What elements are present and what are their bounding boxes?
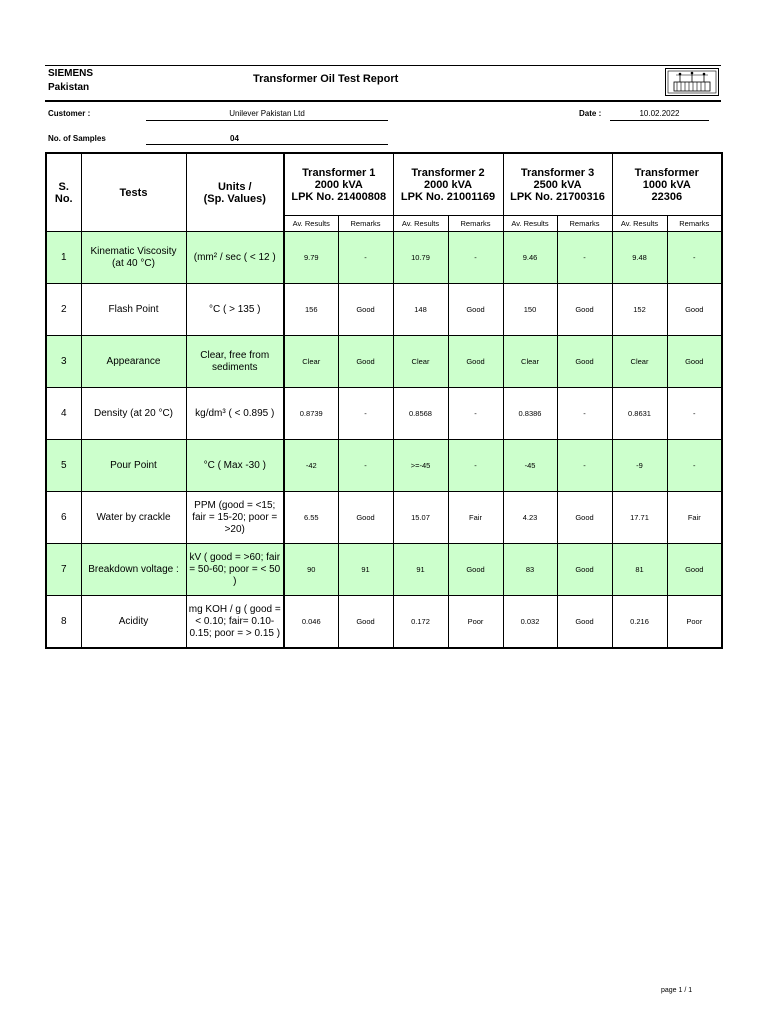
row-test-name: Appearance [81, 336, 186, 388]
row-result-value: 0.8631 [612, 388, 667, 440]
row-result-value: 0.8568 [393, 388, 448, 440]
row-result-value: 0.046 [284, 596, 338, 649]
table-row [46, 492, 722, 544]
row-result-value: -45 [503, 440, 557, 492]
row-result-value: 0.032 [503, 596, 557, 649]
row-remark-value: Good [448, 336, 503, 388]
table-row [46, 284, 722, 336]
row-result-value: 0.216 [612, 596, 667, 649]
row-result-value: Clear [612, 336, 667, 388]
row-unit-spec: kg/dm³ ( < 0.895 ) [186, 388, 284, 440]
row-test-name: Breakdown voltage : [81, 544, 186, 596]
row-remark-value: Good [448, 284, 503, 336]
row-sno: 4 [46, 388, 81, 440]
customer-label: Customer : [48, 109, 91, 118]
row-remark-value: Fair [667, 492, 722, 544]
row-remark-value: - [667, 232, 722, 284]
sub-result-header: Av. Results [612, 216, 667, 232]
row-result-value: 90 [284, 544, 338, 596]
table-row [46, 440, 722, 492]
transformer-3-rating: 2500 kVA [533, 178, 582, 191]
row-remark-value: - [667, 440, 722, 492]
row-remark-value: - [448, 232, 503, 284]
sub-result-header: Av. Results [393, 216, 448, 232]
row-remark-value: Good [338, 284, 393, 336]
row-test-name: Acidity [81, 596, 186, 649]
col-sno-header: S. No. [46, 153, 81, 232]
transformer-1-rating: 2000 kVA [314, 178, 363, 191]
row-remark-value: Good [338, 492, 393, 544]
row-remark-value: Good [557, 492, 612, 544]
row-result-value: 9.46 [503, 232, 557, 284]
row-test-name: Density (at 20 °C) [81, 388, 186, 440]
row-sno: 3 [46, 336, 81, 388]
transformer-2-serial: LPK No. 21001169 [400, 190, 496, 203]
report-title: Transformer Oil Test Report [253, 73, 399, 85]
transformer-3-header [503, 153, 612, 216]
row-remark-value: 91 [338, 544, 393, 596]
row-result-value: Clear [284, 336, 338, 388]
row-result-value: Clear [503, 336, 557, 388]
row-result-value: 156 [284, 284, 338, 336]
sub-remarks-header: Remarks [338, 216, 393, 232]
company-line2: Pakistan [48, 82, 90, 93]
row-sno: 1 [46, 232, 81, 284]
row-remark-value: Good [338, 596, 393, 649]
row-result-value: 91 [393, 544, 448, 596]
row-result-value: 150 [503, 284, 557, 336]
table-row [46, 336, 722, 388]
row-result-value: Clear [393, 336, 448, 388]
sub-remarks-header: Remarks [667, 216, 722, 232]
row-result-value: 9.48 [612, 232, 667, 284]
oil-test-table [45, 152, 723, 649]
row-remark-value: Poor [667, 596, 722, 649]
row-result-value: 148 [393, 284, 448, 336]
row-result-value: 81 [612, 544, 667, 596]
row-unit-spec: (mm² / sec ( < 12 ) [186, 232, 284, 284]
row-remark-value: - [448, 440, 503, 492]
transformer-2-rating: 2000 kVA [423, 178, 473, 191]
date-value: 10.02.2022 [610, 108, 709, 121]
row-sno: 8 [46, 596, 81, 649]
row-remark-value: - [338, 232, 393, 284]
row-result-value: 10.79 [393, 232, 448, 284]
company-line1: SIEMENS [48, 68, 94, 79]
transformer-2-header [393, 153, 503, 216]
row-remark-value: Fair [448, 492, 503, 544]
row-test-name: Kinematic Viscosity (at 40 °C) [81, 232, 186, 284]
transformer-2-name: Transformer 2 [411, 166, 485, 179]
row-result-value: 15.07 [393, 492, 448, 544]
table-row [46, 544, 722, 596]
transformer-station-logo-icon [665, 68, 719, 96]
report-header [45, 65, 721, 102]
row-unit-spec: PPM (good = <15; fair = 15-20; poor = >20) [186, 492, 284, 544]
row-remark-value: - [667, 388, 722, 440]
row-result-value: 6.55 [284, 492, 338, 544]
row-result-value: 152 [612, 284, 667, 336]
row-remark-value: - [557, 232, 612, 284]
row-unit-spec: °C ( Max -30 ) [186, 440, 284, 492]
row-remark-value: - [448, 388, 503, 440]
row-result-value: 17.71 [612, 492, 667, 544]
table-row [46, 596, 722, 649]
row-test-name: Water by crackle [81, 492, 186, 544]
row-result-value: 4.23 [503, 492, 557, 544]
transformer-3-name: Transformer 3 [520, 166, 595, 179]
col-tests-header: Tests [81, 153, 186, 232]
sub-remarks-header: Remarks [448, 216, 503, 232]
transformer-4-rating: 1000 kVA [642, 178, 691, 191]
row-unit-spec: Clear, free from sediments [186, 336, 284, 388]
row-sno: 2 [46, 284, 81, 336]
transformer-4-name: Transformer [634, 166, 699, 179]
row-result-value: 83 [503, 544, 557, 596]
transformer-1-name: Transformer 1 [302, 166, 376, 179]
transformer-4-header [612, 153, 722, 216]
row-result-value: >=-45 [393, 440, 448, 492]
row-result-value: 0.172 [393, 596, 448, 649]
row-remark-value: Good [667, 284, 722, 336]
row-result-value: 0.8739 [284, 388, 338, 440]
row-remark-value: Good [667, 336, 722, 388]
sub-result-header: Av. Results [503, 216, 557, 232]
table-row [46, 232, 722, 284]
transformer-1-serial: LPK No. 21400808 [291, 190, 387, 203]
col-units-header [186, 153, 284, 232]
transformer-4-serial: 22306 [651, 190, 683, 203]
row-remark-value: Good [338, 336, 393, 388]
page-number: page 1 / 1 [661, 987, 693, 994]
transformer-1-header [284, 153, 393, 216]
row-test-name: Pour Point [81, 440, 186, 492]
row-unit-spec: °C ( > 135 ) [186, 284, 284, 336]
row-remark-value: Good [448, 544, 503, 596]
customer-value: Unilever Pakistan Ltd [146, 108, 388, 121]
row-result-value: -9 [612, 440, 667, 492]
row-test-name: Flash Point [81, 284, 186, 336]
row-remark-value: - [338, 440, 393, 492]
row-remark-value: Good [557, 544, 612, 596]
table-header-row [46, 153, 722, 216]
row-remark-value: Good [557, 596, 612, 649]
row-remark-value: Poor [448, 596, 503, 649]
row-remark-value: Good [667, 544, 722, 596]
company-name [48, 67, 93, 95]
row-sno: 5 [46, 440, 81, 492]
table-body [46, 232, 722, 649]
row-remark-value: - [557, 440, 612, 492]
row-sno: 6 [46, 492, 81, 544]
transformer-3-serial: LPK No. 21700316 [510, 190, 605, 203]
row-remark-value: - [557, 388, 612, 440]
row-remark-value: - [338, 388, 393, 440]
row-result-value: 0.8386 [503, 388, 557, 440]
samples-label: No. of Samples [48, 134, 106, 143]
row-result-value: -42 [284, 440, 338, 492]
samples-value: 04 [146, 133, 388, 145]
date-label: Date : [579, 109, 602, 118]
row-unit-spec: kV ( good = >60; fair = 50-60; poor = < 50 ) [186, 544, 284, 596]
sub-remarks-header: Remarks [557, 216, 612, 232]
row-remark-value: Good [557, 336, 612, 388]
col-units-line2: (Sp. Values) [203, 192, 266, 205]
row-result-value: 9.79 [284, 232, 338, 284]
row-unit-spec: mg KOH / g ( good = < 0.10; fair= 0.10-0.15; poor = > 0.15 ) [186, 596, 284, 649]
col-units-line1: Units / [217, 180, 252, 193]
row-sno: 7 [46, 544, 81, 596]
sub-result-header: Av. Results [284, 216, 338, 232]
row-remark-value: Good [557, 284, 612, 336]
table-row [46, 388, 722, 440]
